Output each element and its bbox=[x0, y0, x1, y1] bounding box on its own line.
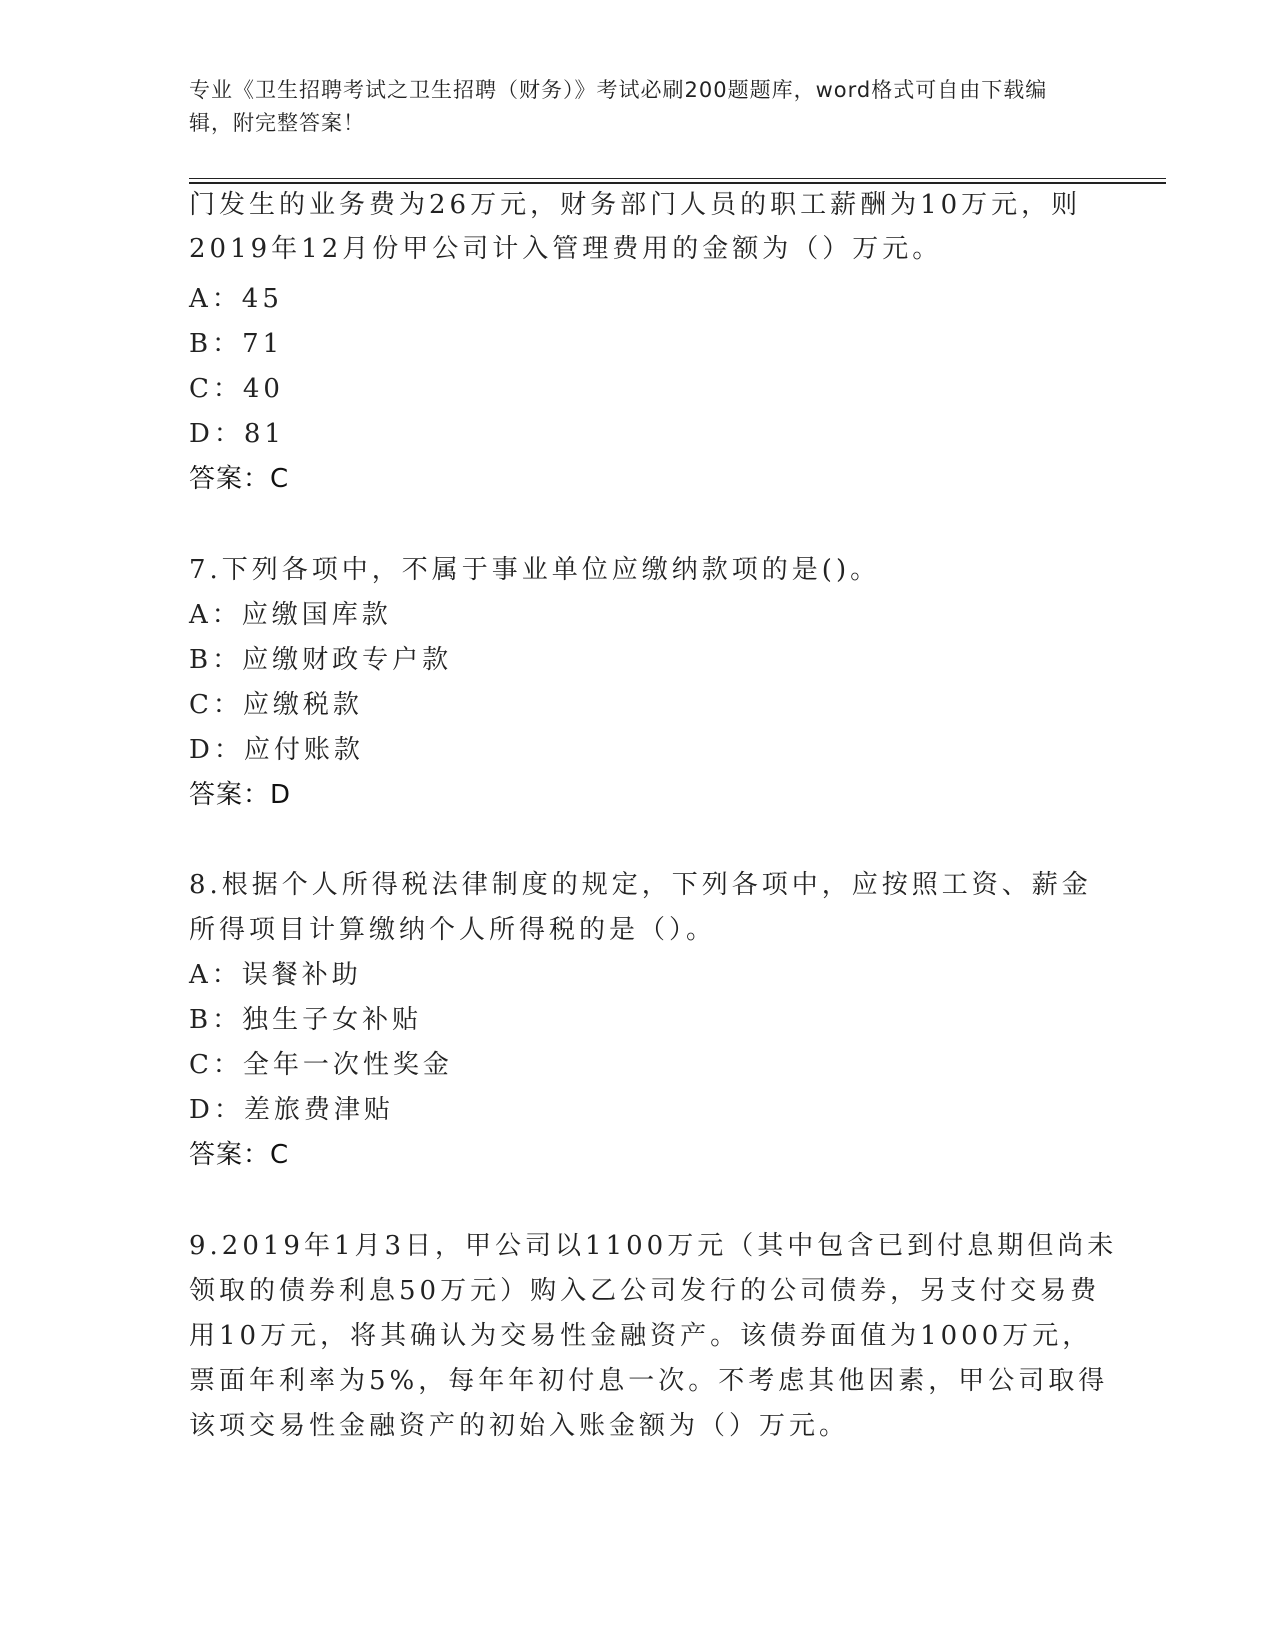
question-9-line-4: 票面年利率为5%，每年年初付息一次。不考虑其他因素，甲公司取得 bbox=[189, 1366, 1109, 1396]
question-9-line-2: 领取的债券利息50万元）购入乙公司发行的公司债券，另支付交易费 bbox=[189, 1276, 1101, 1306]
question-7-stem: 7.下列各项中，不属于事业单位应缴纳款项的是()。 bbox=[189, 555, 881, 585]
question-8-option-c: C：全年一次性奖金 bbox=[189, 1050, 453, 1080]
question-6-line-2: 2019年12月份甲公司计入管理费用的金额为（）万元。 bbox=[189, 234, 943, 264]
question-6-line-1: 门发生的业务费为26万元，财务部门人员的职工薪酬为10万元，则 bbox=[189, 190, 1082, 220]
question-8-answer: 答案：C bbox=[189, 1140, 290, 1170]
question-9-line-5: 该项交易性金融资产的初始入账金额为（）万元。 bbox=[189, 1411, 850, 1441]
question-6-option-a: A：45 bbox=[189, 284, 283, 314]
question-8-option-b: B：独生子女补贴 bbox=[189, 1005, 423, 1035]
question-9-line-3: 用10万元，将其确认为交易性金融资产。该债券面值为1000万元， bbox=[189, 1321, 1093, 1351]
header-rule-thick bbox=[189, 182, 1166, 184]
question-6-option-c: C：40 bbox=[189, 374, 284, 404]
question-7-answer: 答案：D bbox=[189, 780, 292, 810]
question-8-option-d: D：差旅费津贴 bbox=[189, 1095, 394, 1125]
question-6-option-d: D：81 bbox=[189, 419, 285, 449]
question-9-line-1: 9.2019年1月3日，甲公司以1100万元（其中包含已到付息期但尚未 bbox=[189, 1231, 1118, 1261]
header-rule-thin bbox=[189, 178, 1166, 179]
question-6-answer: 答案：C bbox=[189, 464, 290, 494]
question-8-line-2: 所得项目计算缴纳个人所得税的是（）。 bbox=[189, 915, 717, 945]
question-6-option-b: B：71 bbox=[189, 329, 284, 359]
question-7-option-b: B：应缴财政专户款 bbox=[189, 645, 453, 675]
question-8-line-1: 8.根据个人所得税法律制度的规定，下列各项中，应按照工资、薪金 bbox=[189, 870, 1092, 900]
question-7-option-d: D：应付账款 bbox=[189, 735, 364, 765]
question-8-option-a: A：误餐补助 bbox=[189, 960, 362, 990]
document-header: 专业《卫生招聘考试之卫生招聘（财务）》考试必刷200题题库，word格式可自由下载编辑，附完整答案！ bbox=[189, 78, 1048, 135]
question-7-option-c: C：应缴税款 bbox=[189, 690, 363, 720]
question-7-option-a: A：应缴国库款 bbox=[189, 600, 392, 630]
